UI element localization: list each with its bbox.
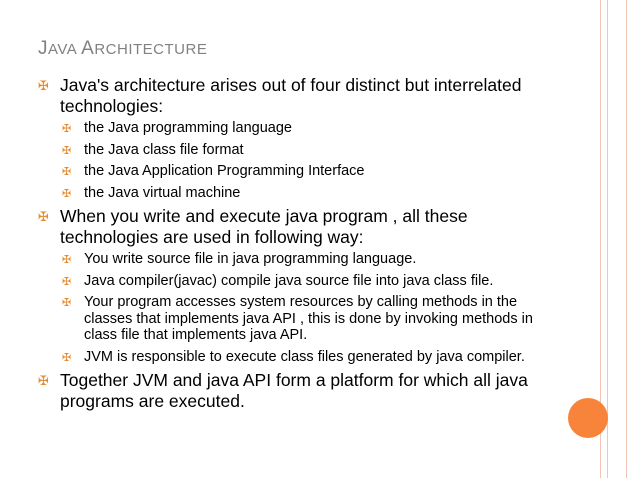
sub-bullet-text: the Java Application Programming Interface xyxy=(84,163,365,179)
decorative-orange-circle xyxy=(568,398,608,438)
sub-bullet-text: JVM is responsible to execute class files generated by java compiler. xyxy=(84,348,525,365)
sub-bullet-list xyxy=(60,120,538,201)
bullet-icon: ✠ xyxy=(62,253,72,266)
sub-bullet-text: Java compiler(javac) compile java source file into java class file. xyxy=(84,272,494,289)
sub-bullet-point xyxy=(60,251,538,268)
sub-bullet-point xyxy=(60,273,538,290)
sub-bullet-text: the Java programming language xyxy=(84,120,292,136)
sub-bullet-point xyxy=(60,142,538,159)
bullet-icon: ✠ xyxy=(62,143,72,157)
bullet-icon: ✠ xyxy=(38,374,49,389)
sub-bullet-point xyxy=(60,185,538,202)
sub-bullet-text: the Java virtual machine xyxy=(84,184,241,201)
sub-bullet-point xyxy=(60,163,538,180)
sub-bullet-text: Your program accesses system resources by calling methods in the classes that implements java API , this is done by invoking methods in class file that implements java API. xyxy=(84,294,533,343)
bullet-icon: ✠ xyxy=(38,79,49,94)
sub-bullet-text: You write source file in java programming language. xyxy=(84,251,417,267)
bullet-icon: ✠ xyxy=(62,122,72,135)
bullet-point xyxy=(38,206,538,365)
sub-bullet-text: the Java class file format xyxy=(84,141,244,158)
bullet-text: When you write and execute java program , all these technologies are used in following way: xyxy=(60,206,468,247)
bullet-list xyxy=(38,75,538,417)
sub-bullet-point xyxy=(60,120,538,137)
sub-bullet-point xyxy=(60,349,538,366)
bullet-point xyxy=(38,370,538,412)
decorative-rule-line xyxy=(607,0,608,478)
bullet-icon: ✠ xyxy=(38,210,49,225)
bullet-icon: ✠ xyxy=(62,186,72,200)
bullet-icon: ✠ xyxy=(62,165,72,178)
bullet-icon: ✠ xyxy=(62,350,72,364)
bullet-icon: ✠ xyxy=(62,274,72,288)
bullet-text: Together JVM and java API form a platform for which all java programs are executed. xyxy=(60,370,528,411)
decorative-rule-line xyxy=(626,0,627,478)
sub-bullet-list xyxy=(60,251,538,365)
bullet-icon: ✠ xyxy=(62,296,72,309)
slide-title: JAVA ARCHITECTURE xyxy=(38,38,208,59)
sub-bullet-point xyxy=(60,294,538,344)
bullet-text: Java's architecture arises out of four distinct but interrelated technologies: xyxy=(60,75,522,116)
bullet-point xyxy=(38,75,538,201)
